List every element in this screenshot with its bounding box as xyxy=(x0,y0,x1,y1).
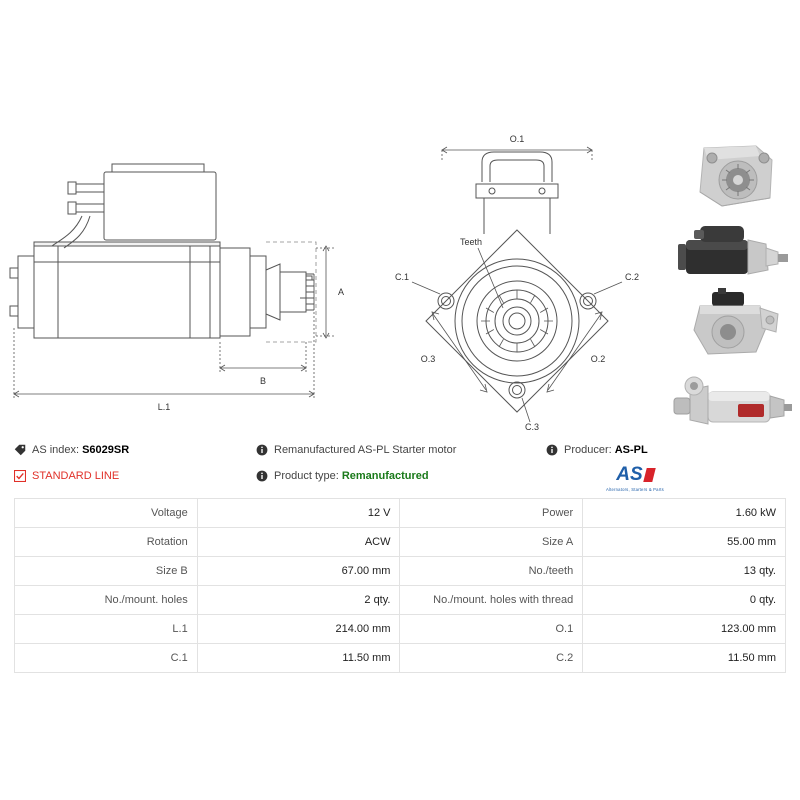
dim-label-c1: C.1 xyxy=(394,272,410,282)
starter-photo-top[interactable] xyxy=(660,140,798,212)
spec-value: 11.50 mm xyxy=(583,644,786,673)
product-type-value: Remanufactured xyxy=(341,470,429,482)
dim-label-c2: C.2 xyxy=(624,272,640,282)
spec-value: 67.00 mm xyxy=(197,557,400,586)
spec-key: Size A xyxy=(400,528,583,557)
dim-label-c3: C.3 xyxy=(524,422,540,432)
spec-key: No./mount. holes with thread xyxy=(400,586,583,615)
spec-value: 12 V xyxy=(197,499,400,528)
aspl-logo-text: AS xyxy=(616,464,643,485)
table-row xyxy=(15,499,786,528)
table-row xyxy=(15,615,786,644)
spec-value: 11.50 mm xyxy=(197,644,400,673)
spec-value: 55.00 mm xyxy=(583,528,786,557)
table-row xyxy=(15,586,786,615)
product-description-text: Remanufactured AS-PL Starter motor xyxy=(274,444,457,456)
info-icon xyxy=(256,444,268,456)
spec-key: No./mount. holes xyxy=(15,586,198,615)
aspl-logo-slash xyxy=(643,468,655,482)
producer-label: Producer: xyxy=(564,444,612,456)
dim-label-b: B xyxy=(259,376,267,386)
aspl-logo xyxy=(596,465,674,492)
spec-key: C.1 xyxy=(15,644,198,673)
table-row xyxy=(15,644,786,673)
check-icon xyxy=(14,470,26,482)
info-icon-type xyxy=(256,470,268,482)
front-view-drawing xyxy=(372,122,662,432)
side-view-drawing xyxy=(4,130,360,426)
aspl-logo-mark xyxy=(616,465,653,484)
dim-label-o1: O.1 xyxy=(509,134,525,144)
as-index xyxy=(14,444,129,456)
standard-line-badge xyxy=(14,470,119,482)
spec-value: 1.60 kW xyxy=(583,499,786,528)
spec-key: Voltage xyxy=(15,499,198,528)
table-row xyxy=(15,528,786,557)
spec-key: Size B xyxy=(15,557,198,586)
starter-photo-full[interactable] xyxy=(660,362,798,434)
spec-value: 0 qty. xyxy=(583,586,786,615)
info-icon-producer xyxy=(546,444,558,456)
spec-value: 123.00 mm xyxy=(583,615,786,644)
spec-value: ACW xyxy=(197,528,400,557)
spec-key: L.1 xyxy=(15,615,198,644)
specifications-table xyxy=(14,498,786,673)
label-teeth: Teeth xyxy=(459,237,483,247)
spec-key: O.1 xyxy=(400,615,583,644)
standard-line-label: STANDARD LINE xyxy=(32,470,120,482)
producer xyxy=(546,444,648,456)
dim-label-l1: L.1 xyxy=(157,402,171,412)
aspl-logo-subtitle: Alternators, Starters & Parts xyxy=(606,487,664,492)
spec-key: Rotation xyxy=(15,528,198,557)
product-info-strip xyxy=(14,440,654,492)
starter-photo-side[interactable] xyxy=(660,214,798,286)
table-row xyxy=(15,557,786,586)
tag-icon xyxy=(14,444,26,456)
product-type-label: Product type: xyxy=(274,470,339,482)
specifications-body xyxy=(15,499,786,673)
product-type xyxy=(256,470,429,482)
dim-label-o3: O.3 xyxy=(420,354,436,364)
starter-photo-rear[interactable] xyxy=(660,288,798,360)
spec-value: 2 qty. xyxy=(197,586,400,615)
as-index-label: AS index: xyxy=(32,444,80,456)
product-description xyxy=(256,444,456,456)
as-index-value: S6029SR xyxy=(82,444,130,456)
dim-label-a: A xyxy=(337,287,345,297)
producer-value: AS-PL xyxy=(614,444,648,456)
spec-key: C.2 xyxy=(400,644,583,673)
spec-key: Power xyxy=(400,499,583,528)
spec-value: 13 qty. xyxy=(583,557,786,586)
product-photos xyxy=(660,140,798,436)
spec-key: No./teeth xyxy=(400,557,583,586)
dim-label-o2: O.2 xyxy=(590,354,606,364)
spec-value: 214.00 mm xyxy=(197,615,400,644)
